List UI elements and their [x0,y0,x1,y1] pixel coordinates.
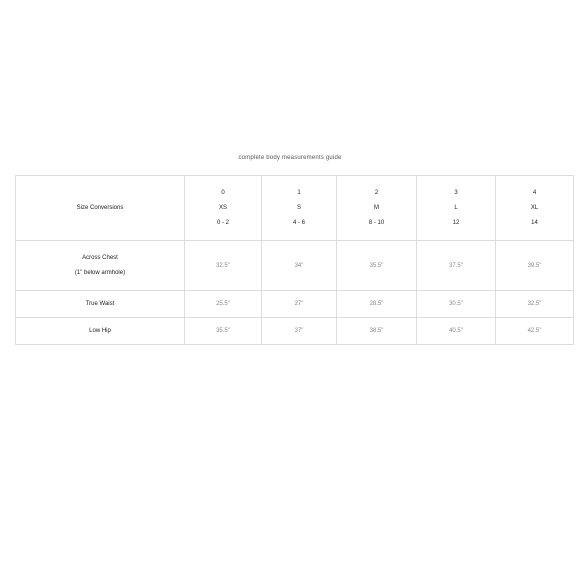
size-letter: S [296,205,301,211]
size-range: 12 [452,220,460,226]
size-conversions-label: Size Conversions [16,176,185,241]
low-hip-row [16,318,574,345]
across-chest-row [16,241,574,291]
hip-value: 37" [262,318,337,345]
size-number: 0 [221,190,225,196]
measurements-table [15,175,574,345]
waist-value: 30.5" [417,291,496,318]
hip-value: 40.5" [417,318,496,345]
low-hip-label: Low Hip [16,318,185,345]
size-cell [185,176,262,241]
across-chest-label-line2: (1" below armhole) [74,270,126,276]
across-chest-label [16,241,185,291]
chest-value: 32.5" [185,241,262,291]
hip-value: 35.5" [185,318,262,345]
size-range: 0 - 2 [216,220,229,226]
waist-value: 27" [262,291,337,318]
true-waist-label: True Waist [16,291,185,318]
chest-value: 35.5" [337,241,417,291]
size-number: 4 [532,190,537,196]
size-conversions-row [16,176,574,241]
table-caption: complete body measurements guide [238,155,342,161]
size-letter: L [454,205,458,211]
waist-value: 28.5" [337,291,417,318]
chest-value: 34" [262,241,337,291]
size-number: 2 [374,190,379,196]
size-cell [417,176,496,241]
size-number: 3 [454,190,458,196]
size-number: 1 [297,190,301,196]
size-range: 4 - 6 [292,220,305,226]
hip-value: 42.5" [496,318,574,345]
size-letter: XS [218,205,227,211]
hip-value: 38.5" [337,318,417,345]
waist-value: 25.5" [185,291,262,318]
size-range: 8 - 10 [368,220,385,226]
across-chest-label-line1: Across Chest [82,255,118,261]
chest-value: 37.5" [417,241,496,291]
size-range: 14 [531,220,538,226]
true-waist-row [16,291,574,318]
size-cell [262,176,337,241]
size-cell [337,176,417,241]
size-letter: M [374,205,379,211]
size-letter: XL [530,205,539,211]
size-cell [496,176,574,241]
waist-value: 32.5" [496,291,574,318]
chest-value: 39.5" [496,241,574,291]
